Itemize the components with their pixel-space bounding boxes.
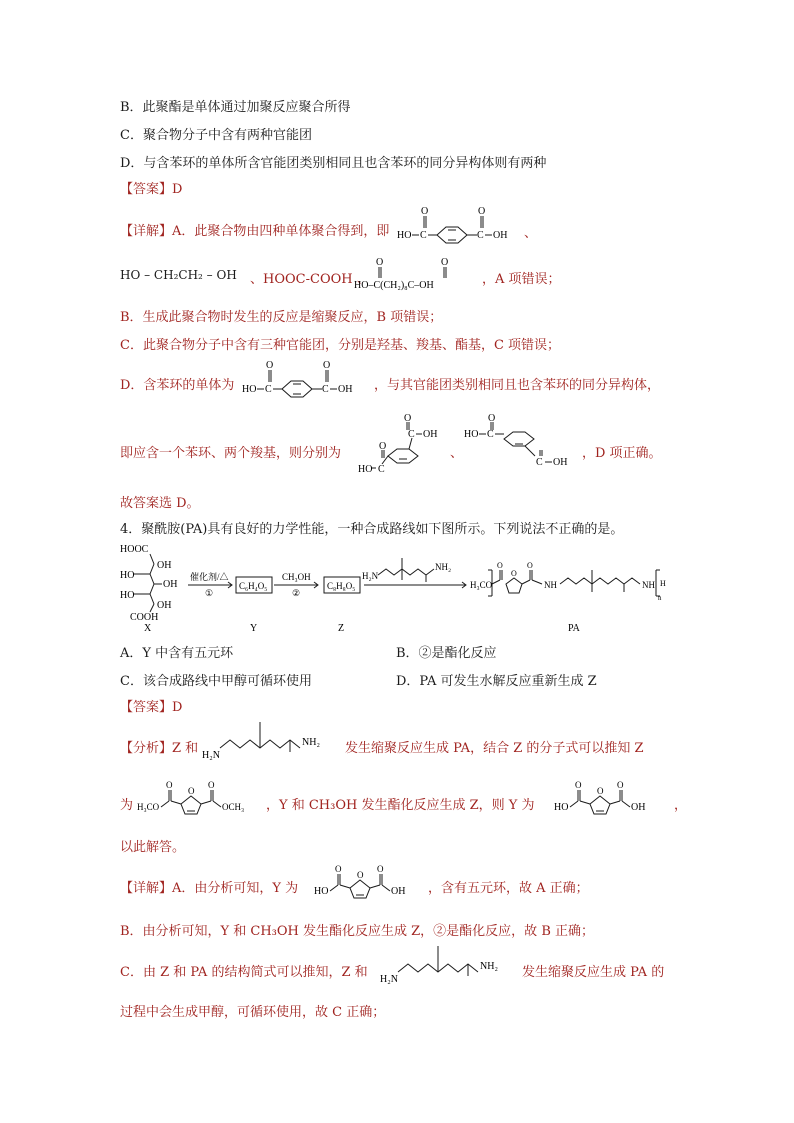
svg-text:O: O <box>478 206 486 217</box>
svg-text:O: O <box>188 786 195 796</box>
svg-text:O: O <box>266 360 274 371</box>
svg-text:CH₃OH: CH₃OH <box>282 572 311 582</box>
svg-text:OH: OH <box>163 579 178 590</box>
svg-text:NH₂: NH₂ <box>480 961 498 972</box>
x-label: X <box>144 623 152 634</box>
svg-text:HO: HO <box>242 384 257 395</box>
q4-option-a: A．Y 中含有五元环 <box>120 646 234 661</box>
q4-detail-c: C．由 Z 和 PA 的结构简式可以推知，Z 和 <box>120 965 368 980</box>
svg-text:HO: HO <box>397 230 412 241</box>
terephthalic-acid-structure-2 <box>240 358 375 400</box>
diamine-structure <box>200 718 340 764</box>
svg-text:HO: HO <box>554 802 569 813</box>
q4-detail-c-post: 发生缩聚反应生成 PA 的 <box>522 965 665 980</box>
svg-text:O: O <box>575 780 582 790</box>
q4-analysis2-mid: ，Y 和 CH₃OH 发生酯化反应生成 Z，则 Y 为 <box>266 798 535 813</box>
q4-option-d: D．PA 可发生水解反应重新生成 Z <box>396 674 597 689</box>
svg-text:H₂N: H₂N <box>380 974 398 985</box>
svg-text:H: H <box>660 579 666 588</box>
svg-text:O: O <box>404 413 412 424</box>
svg-text:催化剂/△: 催化剂/△ <box>190 572 229 582</box>
y-furandicarboxylic-acid-structure <box>552 776 676 816</box>
svg-text:O: O <box>511 569 517 578</box>
svg-text:HO: HO <box>314 886 329 897</box>
svg-text:NH₂: NH₂ <box>302 737 320 748</box>
q3-detail-a-end: ，A 项错误； <box>482 272 561 287</box>
svg-text:H₃CO: H₃CO <box>137 802 160 812</box>
svg-text:HO–C(CH₂)₈C–OH: HO–C(CH₂)₈C–OH <box>354 280 434 291</box>
q3-conclusion: 故答案选 D。 <box>120 496 200 511</box>
svg-text:O: O <box>441 257 449 268</box>
svg-text:O: O <box>208 780 215 790</box>
svg-text:NH: NH <box>544 580 557 590</box>
q3-detail-d2-sep: 、 <box>450 446 464 461</box>
q3-option-d: D．与含苯环的单体所含官能团类别相同且也含苯环的同分异构体则有两种 <box>120 156 547 171</box>
svg-text:HO: HO <box>120 590 135 601</box>
svg-text:Y: Y <box>250 623 258 634</box>
svg-text:O: O <box>617 780 624 790</box>
svg-text:C₈H₈O₅: C₈H₈O₅ <box>327 581 356 591</box>
svg-text:OH: OH <box>157 600 172 611</box>
svg-text:C: C <box>322 384 329 395</box>
svg-text:②: ② <box>292 588 301 598</box>
svg-text:OH: OH <box>553 457 568 468</box>
q3-option-b: B．此聚酯是单体通过加聚反应聚合所得 <box>120 100 351 115</box>
q4-option-c: C．该合成路线中甲醇可循环使用 <box>120 674 312 689</box>
svg-text:OCH₃: OCH₃ <box>222 802 245 812</box>
svg-text:O: O <box>527 561 533 570</box>
q4-analysis: 【分析】Z 和 <box>120 741 199 756</box>
q4-analysis-post: 发生缩聚反应生成 PA，结合 Z 的分子式可以推知 Z <box>345 741 644 756</box>
svg-text:C: C <box>536 457 543 468</box>
svg-text:Z: Z <box>338 623 345 634</box>
svg-text:OH: OH <box>493 230 508 241</box>
svg-text:PA: PA <box>568 623 580 634</box>
q4-answer: 【答案】D <box>120 700 183 715</box>
svg-text:HO: HO <box>120 570 135 581</box>
svg-text:C: C <box>477 230 484 241</box>
svg-text:COOH: COOH <box>130 612 159 623</box>
svg-text:O: O <box>335 864 342 874</box>
svg-text:C: C <box>408 429 415 440</box>
q4-detail-b: B．由分析可知，Y 和 CH₃OH 发生酯化反应生成 Z，②是酯化反应，故 B 正确； <box>120 924 595 939</box>
svg-text:OH: OH <box>157 560 172 571</box>
svg-text:NH₂: NH₂ <box>435 562 452 572</box>
q3-detail-c: C．此聚合物分子中含有三种官能团，分别是羟基、羧基、酯基，C 项错误； <box>120 338 561 353</box>
svg-text:H₂N: H₂N <box>362 571 379 581</box>
svg-text:C: C <box>487 429 494 440</box>
terephthalic-acid-structure <box>395 204 530 246</box>
svg-text:O: O <box>166 780 173 790</box>
z-dimethyl-ester-structure <box>135 776 267 816</box>
q4-analysis3: 以此解答。 <box>120 840 186 855</box>
svg-text:O: O <box>323 360 331 371</box>
q4-analysis2-end: ， <box>674 798 688 813</box>
svg-text:O: O <box>377 864 384 874</box>
svg-text:O: O <box>488 413 496 424</box>
svg-text:n: n <box>658 594 662 602</box>
monomer-glycol: HO – CH₂CH₂ – OH <box>120 268 237 282</box>
svg-text:HO: HO <box>464 429 479 440</box>
monomer-oxalic: 、HOOC-COOH 、 <box>250 272 370 287</box>
svg-text:O: O <box>357 870 364 880</box>
svg-text:C: C <box>265 384 272 395</box>
svg-text:HO: HO <box>358 464 373 475</box>
sebacic-acid-structure <box>352 256 484 294</box>
q4-stem: 4．聚酰胺(PA)具有良好的力学性能，一种合成路线如下图所示。下列说法不正确的是。 <box>120 522 624 537</box>
svg-text:①: ① <box>205 588 214 598</box>
q4-detail-a-post: ，含有五元环，故 A 正确； <box>428 881 589 896</box>
svg-text:O: O <box>597 786 604 796</box>
svg-text:C: C <box>378 464 385 475</box>
svg-text:O: O <box>421 206 429 217</box>
phthalic-acid-structure <box>358 413 448 476</box>
isophthalic-acid-structure <box>462 413 582 476</box>
q3-detail-d-post: ，与其官能团类别相同且也含苯环的同分异构体， <box>374 378 661 393</box>
svg-text:O: O <box>497 561 503 570</box>
q4-analysis2: 为 <box>120 798 134 813</box>
svg-text:OH: OH <box>338 384 353 395</box>
svg-text:O: O <box>379 441 387 452</box>
synthesis-scheme <box>120 540 680 632</box>
svg-text:O: O <box>376 257 384 268</box>
svg-text:OH: OH <box>631 802 646 813</box>
q3-option-c: C．聚合物分子中含有两种官能团 <box>120 128 312 143</box>
q4-option-b: B．②是酯化反应 <box>396 646 497 661</box>
svg-text:NH: NH <box>642 580 655 590</box>
svg-text:C: C <box>420 230 427 241</box>
q4-detail-c2: 过程中会生成甲醇，可循环使用，故 C 正确； <box>120 1005 386 1020</box>
q3-sep: 、 <box>524 226 538 241</box>
q3-detail-d2-end: ，D 项正确。 <box>582 446 662 461</box>
svg-text:H₃CO: H₃CO <box>470 580 493 590</box>
svg-text:H₂N: H₂N <box>202 750 220 761</box>
q3-detail-b: B．生成此聚合物时发生的反应是缩聚反应，B 项错误； <box>120 310 443 325</box>
q3-detail-a: 【详解】A．此聚合物由四种单体聚合得到，即 <box>120 224 390 239</box>
svg-text:HOOC: HOOC <box>120 544 149 555</box>
q4-detail-a: 【详解】A．由分析可知，Y 为 <box>120 881 299 896</box>
svg-text:OH: OH <box>391 886 406 897</box>
q3-answer: 【答案】D <box>120 182 183 197</box>
svg-text:OH: OH <box>423 429 438 440</box>
diamine-structure-2 <box>378 942 518 988</box>
svg-text:C₆H₄O₅: C₆H₄O₅ <box>239 581 268 591</box>
q3-detail-d: D．含苯环的单体为 <box>120 378 235 393</box>
y-furandicarboxylic-acid-structure-2 <box>312 860 436 900</box>
q3-detail-d2: 即应含一个苯环、两个羧基，则分别为 <box>120 446 342 461</box>
